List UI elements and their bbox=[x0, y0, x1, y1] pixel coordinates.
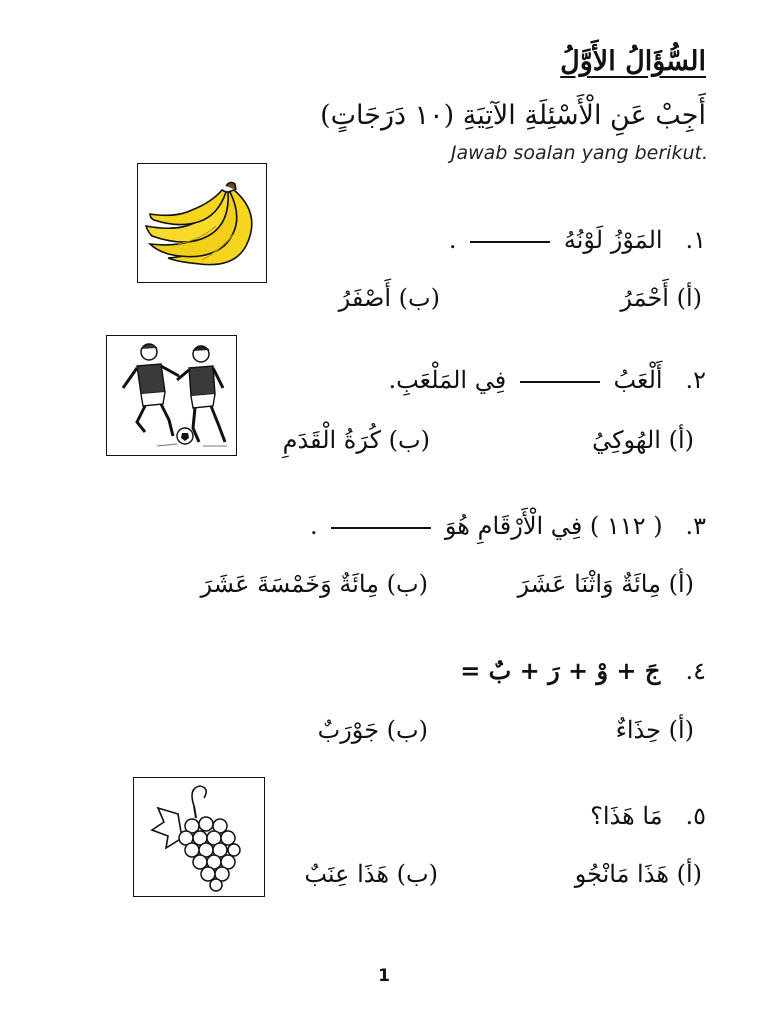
question-3-option-a[interactable]: (أ) مِائَةٌ وَاثْنَا عَشَرَ bbox=[517, 570, 694, 598]
question-text: أَلْعَبُ bbox=[613, 366, 663, 394]
question-5 bbox=[590, 802, 706, 830]
page-number: 1 bbox=[378, 966, 390, 986]
banana-icon bbox=[138, 164, 265, 281]
question-number: ٤. bbox=[685, 657, 706, 685]
football-picture bbox=[106, 335, 237, 456]
question-3-option-b[interactable]: (ب) مِائَةٌ وَخَمْسَةَ عَشَرَ bbox=[200, 570, 428, 598]
section-title: السُّؤَالُ الأَوَّلُ bbox=[560, 46, 706, 77]
question-2-option-a[interactable]: (أ) الهُوكِيُ bbox=[592, 426, 694, 454]
question-1 bbox=[449, 226, 706, 254]
question-4-option-b[interactable]: (ب) جَوْرَبٌ bbox=[317, 716, 428, 744]
answer-blank bbox=[520, 381, 600, 383]
grapes-picture bbox=[133, 777, 265, 897]
question-1-option-b[interactable]: (ب) أَصْفَرُ bbox=[338, 284, 440, 312]
question-text: المَوْزُ لَوْنُهُ bbox=[563, 226, 663, 254]
grapes-icon bbox=[134, 778, 263, 895]
answer-blank bbox=[470, 241, 550, 243]
instruction-translation: Jawab soalan yang berikut. bbox=[450, 142, 708, 164]
answer-blank bbox=[331, 527, 431, 529]
question-2-option-b[interactable]: (ب) كُرَةُ الْقَدَمِ bbox=[282, 426, 430, 454]
instruction-text: أَجِبْ عَنِ الْأَسْئِلَةِ الآتِيَةِ (١٠ دَرَجَاتٍ) bbox=[320, 100, 706, 131]
question-text-end: . bbox=[448, 226, 457, 254]
question-number: ٣. bbox=[685, 512, 706, 540]
question-4-option-a[interactable]: (أ) حِذَاءٌ bbox=[615, 716, 694, 744]
question-text-end: فِي المَلْعَبِ. bbox=[388, 366, 507, 394]
question-2 bbox=[388, 366, 706, 394]
question-5-option-b[interactable]: (ب) هَذَا عِنَبٌ bbox=[304, 860, 438, 888]
question-1-option-a[interactable]: (أ) أَحْمَرُ bbox=[620, 284, 702, 312]
banana-picture bbox=[137, 163, 267, 283]
question-text: جَ + وْ + رَ + بٌ = bbox=[460, 656, 661, 685]
question-number: ١. bbox=[685, 226, 706, 254]
question-4 bbox=[460, 656, 706, 685]
question-5-option-a[interactable]: (أ) هَذَا مَانْجُو bbox=[574, 860, 702, 888]
question-number: ٢. bbox=[685, 366, 706, 394]
question-text-end: . bbox=[309, 512, 318, 540]
football-players-icon bbox=[107, 336, 235, 454]
question-text: ( ١١٢ ) فِي الْأَرْقَامِ هُوَ bbox=[444, 512, 663, 540]
question-number: ٥. bbox=[685, 802, 706, 830]
question-3 bbox=[310, 512, 706, 540]
question-text: مَا هَذَا؟ bbox=[590, 802, 663, 830]
